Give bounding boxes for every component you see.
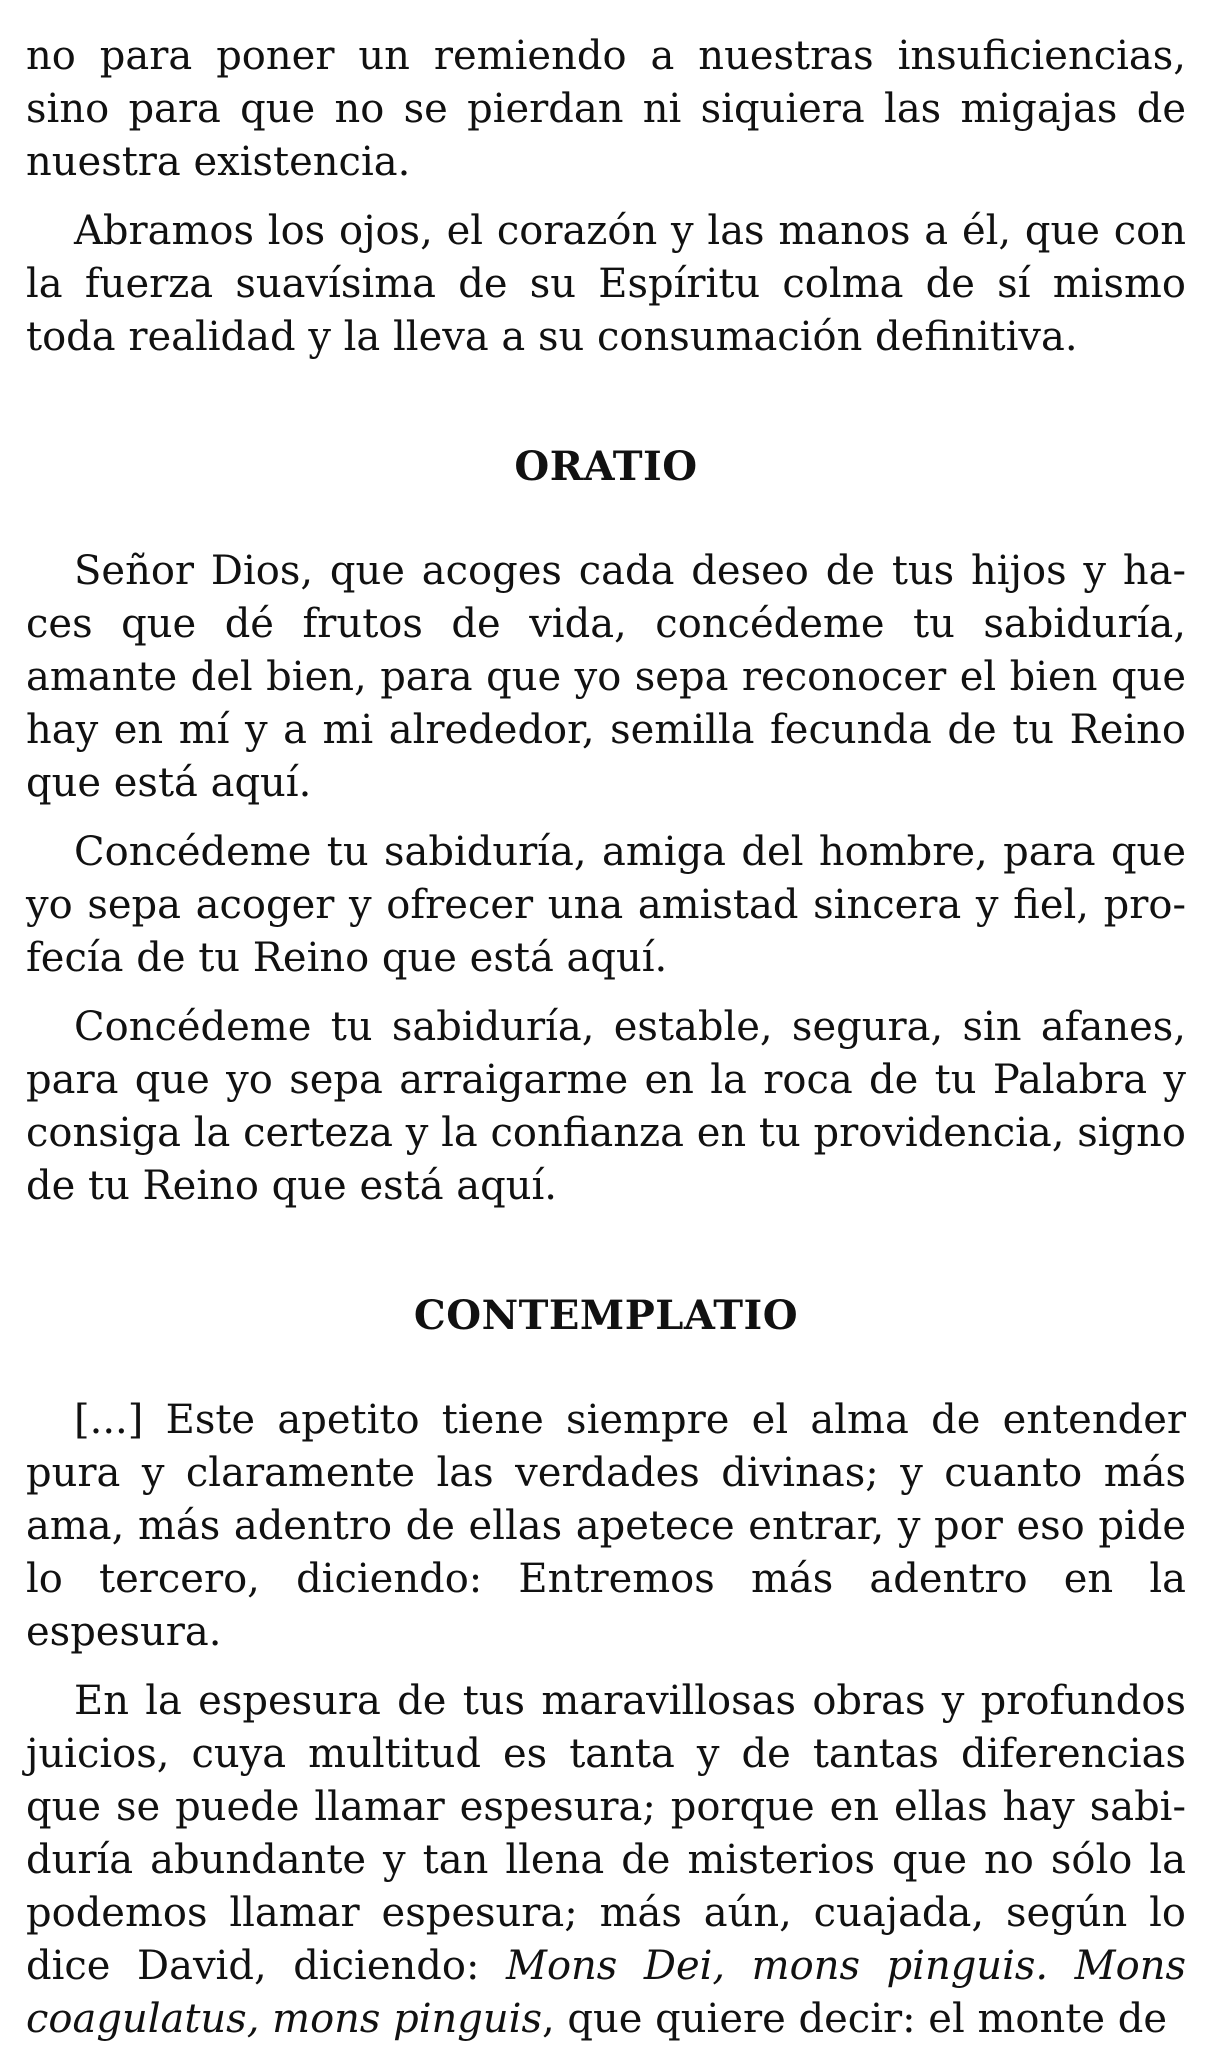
contemplatio-heading: CONTEMPLATIO [413, 1292, 799, 1339]
contemplatio-paragraph-2-end: , que quiere decir: el monte de [542, 1996, 1167, 2042]
latin-quotation: Mons Dei, mons pinguis. Mons coagulatus, mons pinguis [26, 1943, 1186, 2042]
continuation-paragraph-1: no para poner un remiendo a nuestras insuficiencias, sino para que no se pierdan ni siquiera las migajas de nuestra existencia. [26, 33, 1186, 185]
spacer [26, 493, 1186, 545]
book-page [26, 30, 1186, 2062]
spacer [26, 1342, 1186, 1394]
oratio-paragraph-2: Concédeme tu sabiduría, amiga del hombre, para que yo sepa acoger y ofrecer una amistad sincera y fiel, profecía de tu Reino que está aquí. [26, 829, 1186, 981]
contemplatio-paragraph-1: [...] Este apetito tiene siempre el alma de entender pura y claramente las verdades divinas; y cuanto más ama, más adentro de ellas apetece entrar, y por eso pide lo tercero, diciendo: Entremos más adentro en la espesura. [26, 1397, 1186, 1655]
spacer [26, 380, 1186, 440]
oratio-paragraph-3: Concédeme tu sabiduría, estable, segura, sin afanes, para que yo sepa arraigarme en la roca de tu Palabra y consiga la certeza y la confianza en tu providencia, signo de tu Reino que está aquí. [26, 1004, 1186, 1209]
contemplatio-paragraph-2-start: En la espesura de tus maravillosas obras y profundos juicios, cuya multitud es tanta y de tantas diferencias que se puede llamar espesura; porque en ellas hay sabiduría abundante y tan llena de misterios que no sólo la podemos llamar espesura; más aún, cuajada, según lo dice David, diciendo: [26, 1678, 1186, 1989]
oratio-paragraph-1: Señor Dios, que acoges cada deseo de tus hijos y haces que dé frutos de vida, concédeme tu sabiduría, amante del bien, para que yo sepa reconocer el bien que hay en mí y a mi alrededor, semilla fecunda de tu Reino que está aquí. [26, 548, 1186, 806]
oratio-heading: ORATIO [514, 443, 698, 490]
spacer [26, 1229, 1186, 1289]
contemplatio-paragraph-2 [26, 1675, 1186, 2046]
continuation-paragraph-2: Abramos los ojos, el corazón y las manos a él, que con la fuerza suavísima de su Espíritu colma de sí mismo toda realidad y la lleva a su consumación definitiva. [26, 208, 1186, 360]
